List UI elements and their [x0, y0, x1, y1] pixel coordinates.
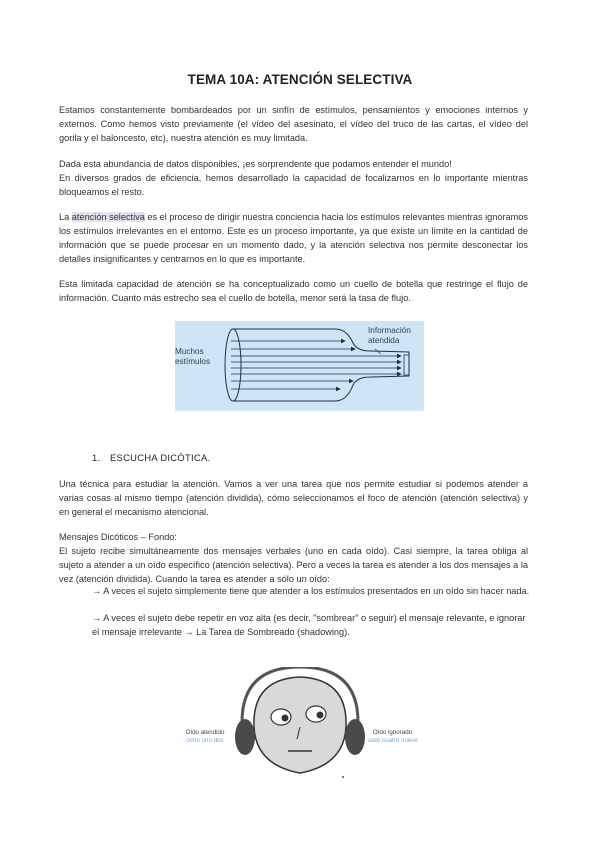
technique-paragraph: Una técnica para estudiar la atención. Vamos a ver una tarea que nos permite estudiar si podemos atender a varias cosas al mismo tiempo (atención dividida), cómo seleccionamos el foco de atención (atención selectiva) y en general el mecanismo atencional.	[59, 479, 528, 517]
section-title: ESCUCHA DICÓTICA.	[110, 452, 211, 463]
bullet-item-1: → A veces el sujeto simplemente tiene que atender a los estímulos presentados en un oído sin hacer nada.	[92, 586, 530, 596]
para3-prefix: La	[59, 212, 72, 222]
bullet-item-2: → A veces el sujeto debe repetir en voz alta (es decir, "sombrear" o seguir) el mensaje relevante, e ignorar el mensaje irrelevante → La Tarea de Sombreado (shadowing).	[92, 613, 526, 637]
intro-paragraph: Estamos constantemente bombardeados por un sinfín de estímulos, pensamientos y emociones internos y externos. Como hemos visto previamente (el vídeo del asesinato, el vídeo del truco de las cartas, el vídeo del gorila y el baloncesto, etc), nuestra atención es muy limitada.	[59, 105, 528, 143]
selective-attention-paragraph	[59, 210, 528, 266]
page-title: TEMA 10A: ATENCIÓN SELECTIVA	[187, 72, 413, 87]
highlighted-term: atención selectiva	[71, 212, 145, 222]
efficiency-paragraph: En diversos grados de eficiencia, hemos desarrollado la capacidad de focalizarnos en lo importante mientras bloqueamos el resto.	[59, 173, 528, 197]
section-number: 1.	[92, 452, 101, 463]
bottleneck-figure	[175, 321, 424, 411]
right-label-line-1: Información	[368, 326, 411, 335]
para3-rest: es el proceso de dirigir nuestra conciencia hacia los estímulos relevantes mientras ignoramos los estímulos irrelevantes en el entorno. Este es un proceso importante, ya que existe un límite en la cantidad de información que se puede procesar en un momento dado, y la atención selectiva nos permite desconectar los detalles insignificantes y centrarnos en lo que es importante.	[59, 212, 528, 264]
right-ear-label	[365, 729, 420, 745]
left-label-line-1: Muchos	[175, 347, 204, 356]
dichotic-paragraph: El sujeto recibe simultáneamente dos mensajes verbales (uno en cada oído). Casi siempre, la tarea obliga al sujeto a atender a un oído específico (atención selectiva). Pero a veces la tarea es atender a los dos mensajes a la vez (atención dividida). Cuando la tarea es atender a sólo un oído:	[59, 546, 528, 584]
right-ear-caption: Oído ignorado	[372, 729, 413, 736]
subheading: Mensajes Dicóticos – Fondo:	[59, 532, 177, 542]
abundance-line: Dada esta abundancia de datos disponibles, ¡es sorprendente que podamos entender el mundo!	[59, 159, 452, 169]
many-stimuli-label	[175, 347, 210, 367]
bottleneck-paragraph: Esta limitada capacidad de atención se ha conceptualizado como un cuello de botella que restringe el flujo de información. Cuanto más estrecho sea el cuello de botella, menor será la tasa de flujo.	[59, 279, 528, 303]
section-heading	[92, 452, 210, 463]
head-drawing	[180, 667, 420, 782]
left-label-line-2: estímulos	[175, 357, 211, 366]
left-ear-label	[180, 729, 230, 745]
right-ear-words: siete cuatro nueve	[367, 737, 418, 744]
left-ear-caption: Oído atendido	[185, 729, 225, 736]
right-label-line-2: atendida	[368, 336, 400, 345]
dichotic-head-figure	[180, 667, 420, 782]
left-ear-words: ocho uno dos	[186, 737, 224, 744]
attended-info-label	[368, 326, 411, 346]
